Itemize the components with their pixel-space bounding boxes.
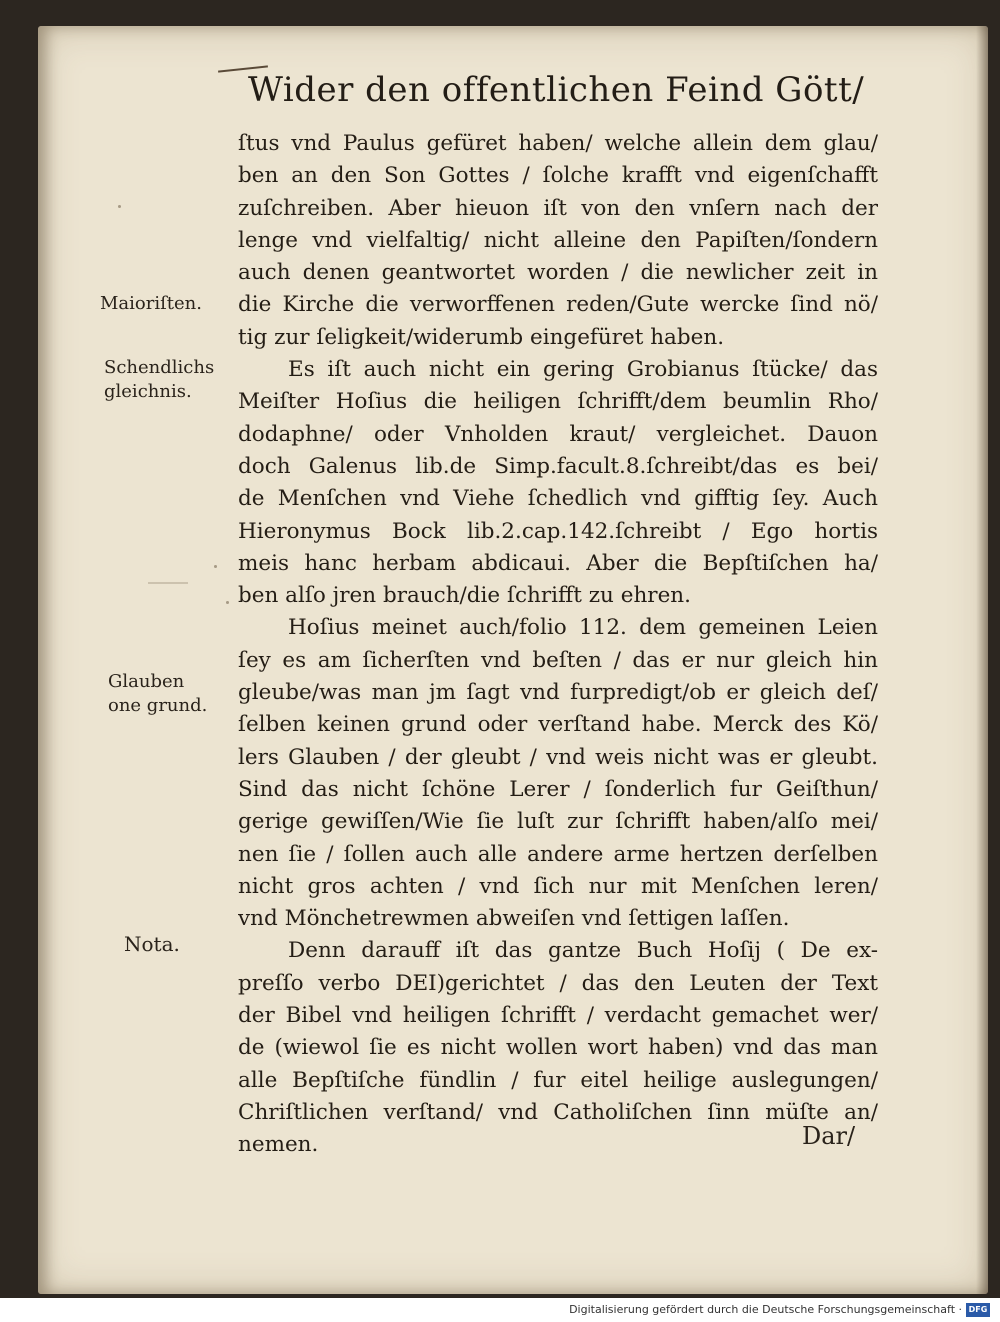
margin-note-line: Schendlichs xyxy=(104,357,215,378)
text-line: Hoſius meinet auch/folio 112. dem gemeinen Leien xyxy=(288,615,878,641)
text-line: nicht gros achten / vnd ſich nur mit Menſchen leren/ xyxy=(238,873,878,899)
text-line: doch Galenus lib.de Simp.facult.8.ſchreibt/das es bei/ xyxy=(238,453,878,479)
text-line: Meiſter Hoſius die heiligen ſchrifft/dem beumlin Rho/ xyxy=(238,389,878,415)
digitization-footer xyxy=(0,1298,1000,1322)
paper-speck xyxy=(226,601,229,604)
paper-speck xyxy=(214,565,217,568)
text-line: die Kirche die verworffenen reden/Gute wercke ſind nö/ xyxy=(238,292,878,318)
text-line: de Menſchen vnd Viehe ſchedlich vnd gifftig ſey. Auch xyxy=(238,486,878,512)
text-line: de (wiewol ſie es nicht wollen wort haben) vnd das man xyxy=(238,1035,878,1061)
text-line: lers Glauben / der gleubt / vnd weis nicht was er gleubt. xyxy=(238,744,878,770)
text-line: ſtus vnd Paulus gefüret haben/ welche allein dem glau/ xyxy=(238,131,878,156)
text-line: Denn darauff iſt das gantze Buch Hoſij ( De ex- xyxy=(288,938,878,964)
text-line: nemen. xyxy=(238,1132,319,1158)
text-line: alle Bepſtiſche fündlin / fur eitel heilige auslegungen/ xyxy=(238,1067,878,1093)
text-line: auch denen geantwortet worden / die newlicher zeit in xyxy=(238,260,878,286)
text-line: ben alſo jren brauch/die ſchrifft zu ehren. xyxy=(238,583,691,609)
margin-note-line: one grund. xyxy=(108,695,208,716)
text-line: Hieronymus Bock lib.2.cap.142.ſchreibt / Ego hortis xyxy=(238,518,878,544)
text-line: ſey es am ſicherſten vnd beſten / das er nur gleich hin xyxy=(238,647,878,673)
margin-note-glauben xyxy=(108,670,207,718)
paper-speck xyxy=(148,582,188,584)
page-edge-shadow xyxy=(976,26,988,1294)
text-line: gleube/was man jm ſagt vnd furpredigt/ob er gleich deſ/ xyxy=(238,680,878,706)
text-line: meis hanc herbam abdicaui. Aber die Bepſtiſchen ha/ xyxy=(238,550,878,576)
margin-note-line: gleichnis. xyxy=(104,381,192,402)
text-line: Es iſt auch nicht ein gering Grobianus ſtücke/ das xyxy=(288,357,878,383)
margin-note-maioristen: Maioriſten. xyxy=(100,293,202,314)
catchword: Dar/ xyxy=(802,1122,856,1150)
margin-note-gleichnis xyxy=(104,356,214,404)
text-line: der Bibel vnd heiligen ſchrifft / verdacht gemachet wer/ xyxy=(238,1003,878,1029)
text-line: nen ſie / ſollen auch alle andere arme hertzen derſelben xyxy=(238,841,878,867)
text-line: ſelben keinen grund oder verſtand habe. Merck des Kö/ xyxy=(238,712,878,738)
text-line: dodaphne/ oder Vnholden kraut/ vergleichet. Dauon xyxy=(238,421,878,447)
text-line: tig zur ſeligkeit/widerumb eingefüret haben. xyxy=(238,324,725,350)
margin-note-line: Glauben xyxy=(108,671,185,692)
main-text-block xyxy=(238,128,878,1162)
running-title: Wider den offentlichen Feind Gött/ xyxy=(248,70,865,110)
paper-speck xyxy=(118,205,121,208)
text-line: ben an den Son Gottes / ſolche krafft vnd eigenſchafft xyxy=(238,163,878,189)
text-line: gerige gewiſſen/Wie ſie luſt zur ſchrifft haben/alſo mei/ xyxy=(238,809,878,835)
dfg-logo-icon: DFG xyxy=(966,1303,990,1317)
text-line: lenge vnd vielfaltig/ nicht alleine den Papiſten/ſondern xyxy=(238,227,878,253)
text-line: zuſchreiben. Aber hieuon iſt von den vnſern nach der xyxy=(238,195,878,221)
margin-note-nota: Nota. xyxy=(124,932,180,956)
text-line: Sind das nicht ſchöne Lerer / ſonderlich fur Geiſthun/ xyxy=(238,776,878,802)
text-line: Chriſtlichen verſtand/ vnd Catholiſchen ſinn müſte an/ xyxy=(238,1099,878,1125)
funding-credit: Digitalisierung gefördert durch die Deutsche Forschungsgemeinschaft · xyxy=(569,1303,962,1316)
text-line: vnd Mönchetrewmen abweiſen vnd ſettigen laſſen. xyxy=(238,906,790,932)
text-line: preſſo verbo DEI)gerichtet / das den Leuten der Text xyxy=(238,970,878,996)
